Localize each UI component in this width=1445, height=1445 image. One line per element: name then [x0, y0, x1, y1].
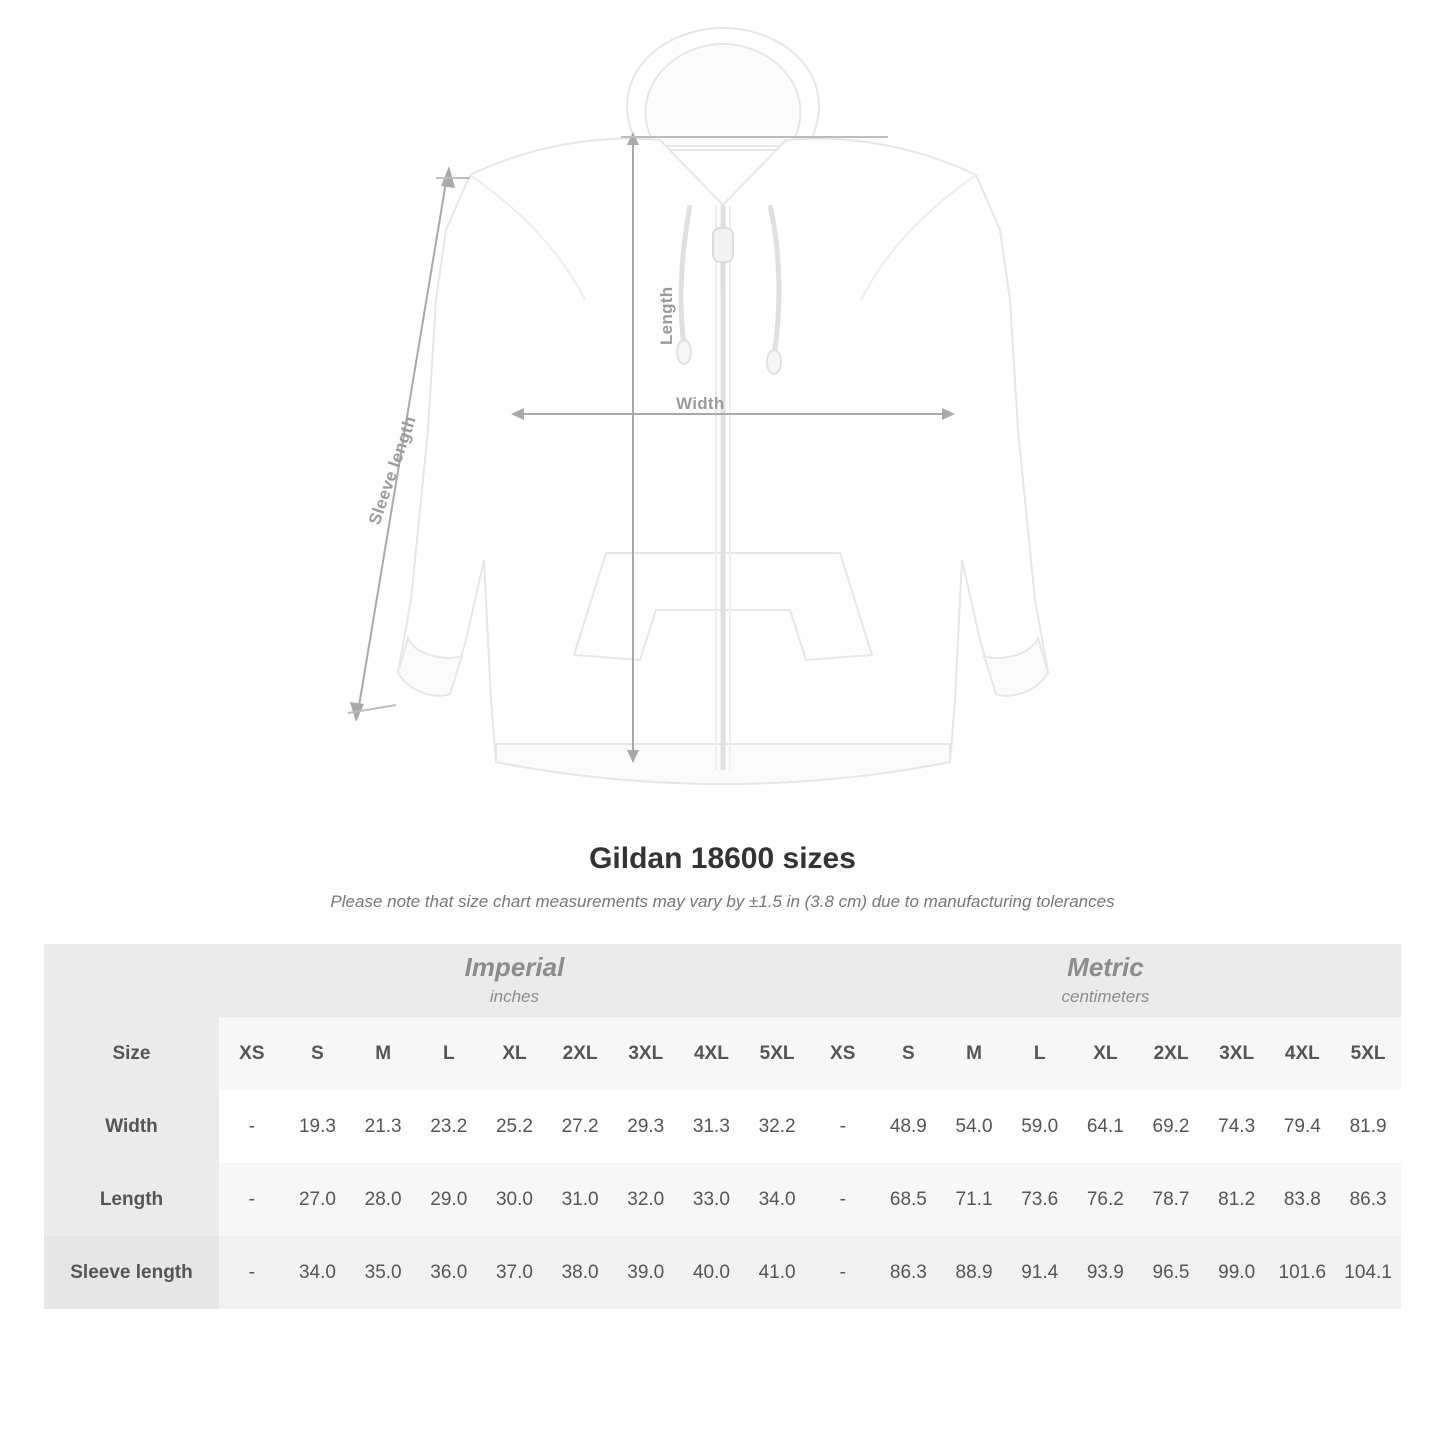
cell: 31.3 [679, 1090, 745, 1163]
chart-header [0, 842, 1445, 912]
cell: - [219, 1163, 285, 1236]
column-header: L [416, 1017, 482, 1090]
cell: 54.0 [941, 1090, 1007, 1163]
column-header: XS [810, 1017, 876, 1090]
sleeve-length-label: Sleeve length [365, 413, 420, 528]
column-header: 3XL [613, 1017, 679, 1090]
size-chart-table [44, 944, 1401, 1309]
cell: 104.1 [1335, 1236, 1401, 1309]
column-header: 4XL [679, 1017, 745, 1090]
cell: 27.2 [547, 1090, 613, 1163]
cell: 27.0 [285, 1163, 351, 1236]
cell: 73.6 [1007, 1163, 1073, 1236]
unit-name-metric: Metric [1067, 951, 1144, 982]
cell: 101.6 [1270, 1236, 1336, 1309]
cell: 40.0 [679, 1236, 745, 1309]
cell: 34.0 [744, 1163, 810, 1236]
size-table-container [44, 944, 1401, 1309]
cell: 25.2 [482, 1090, 548, 1163]
cell: 81.9 [1335, 1090, 1401, 1163]
cell: 48.9 [876, 1090, 942, 1163]
column-header: XS [219, 1017, 285, 1090]
cell: 33.0 [679, 1163, 745, 1236]
cell: 32.2 [744, 1090, 810, 1163]
cell: 29.3 [613, 1090, 679, 1163]
cell: 23.2 [416, 1090, 482, 1163]
row-label-width: Width [44, 1090, 219, 1163]
column-header: 2XL [1138, 1017, 1204, 1090]
cell: 86.3 [1335, 1163, 1401, 1236]
column-header: 4XL [1270, 1017, 1336, 1090]
unit-name-imperial: Imperial [464, 951, 565, 982]
cell: 21.3 [350, 1090, 416, 1163]
cell: 83.8 [1270, 1163, 1336, 1236]
cell: - [219, 1236, 285, 1309]
cell: 79.4 [1270, 1090, 1336, 1163]
cell: 91.4 [1007, 1236, 1073, 1309]
cell: 74.3 [1204, 1090, 1270, 1163]
cell: 34.0 [285, 1236, 351, 1309]
column-header: XL [1073, 1017, 1139, 1090]
cell: 78.7 [1138, 1163, 1204, 1236]
size-label-cell: Size [44, 1017, 219, 1090]
page-title: Gildan 18600 sizes [589, 842, 856, 875]
column-header: 5XL [1335, 1017, 1401, 1090]
column-header: 2XL [547, 1017, 613, 1090]
column-header: L [1007, 1017, 1073, 1090]
column-header: 5XL [744, 1017, 810, 1090]
cell: 30.0 [482, 1163, 548, 1236]
cell: 35.0 [350, 1236, 416, 1309]
cell: 71.1 [941, 1163, 1007, 1236]
column-header: S [876, 1017, 942, 1090]
unit-sub-metric: centimeters [1061, 987, 1150, 1007]
cell: 88.9 [941, 1236, 1007, 1309]
cell: 68.5 [876, 1163, 942, 1236]
cell: 38.0 [547, 1236, 613, 1309]
width-label: Width [676, 394, 725, 413]
cell: 31.0 [547, 1163, 613, 1236]
unit-header-row [44, 944, 1401, 1017]
unit-header-metric [810, 944, 1401, 1017]
cell: 41.0 [744, 1236, 810, 1309]
cell: 32.0 [613, 1163, 679, 1236]
cell: 59.0 [1007, 1090, 1073, 1163]
row-label-sleeve-length: Sleeve length [44, 1236, 219, 1309]
cell: - [219, 1090, 285, 1163]
tolerance-note: Please note that size chart measurements may vary by ±1.5 in (3.8 cm) due to manufacturing tolerances [330, 892, 1115, 911]
cell: 76.2 [1073, 1163, 1139, 1236]
cell: - [810, 1090, 876, 1163]
cell: 64.1 [1073, 1090, 1139, 1163]
cell: 81.2 [1204, 1163, 1270, 1236]
table-row [44, 1236, 1401, 1309]
cell: 28.0 [350, 1163, 416, 1236]
cell: 96.5 [1138, 1236, 1204, 1309]
size-header-row [44, 1017, 1401, 1090]
cell: 19.3 [285, 1090, 351, 1163]
unit-sub-imperial: inches [489, 987, 540, 1007]
cell: 69.2 [1138, 1090, 1204, 1163]
column-header: 3XL [1204, 1017, 1270, 1090]
row-label-length: Length [44, 1163, 219, 1236]
cell: - [810, 1236, 876, 1309]
cell: - [810, 1163, 876, 1236]
column-header: S [285, 1017, 351, 1090]
cell: 99.0 [1204, 1236, 1270, 1309]
unit-header-spacer [44, 944, 219, 1017]
table-row [44, 1090, 1401, 1163]
cell: 29.0 [416, 1163, 482, 1236]
cell: 86.3 [876, 1236, 942, 1309]
length-label: Length [657, 286, 676, 345]
cell: 36.0 [416, 1236, 482, 1309]
unit-header-imperial [219, 944, 810, 1017]
cell: 93.9 [1073, 1236, 1139, 1309]
cell: 37.0 [482, 1236, 548, 1309]
column-header: M [350, 1017, 416, 1090]
column-header: M [941, 1017, 1007, 1090]
column-header: XL [482, 1017, 548, 1090]
cell: 39.0 [613, 1236, 679, 1309]
table-row [44, 1163, 1401, 1236]
